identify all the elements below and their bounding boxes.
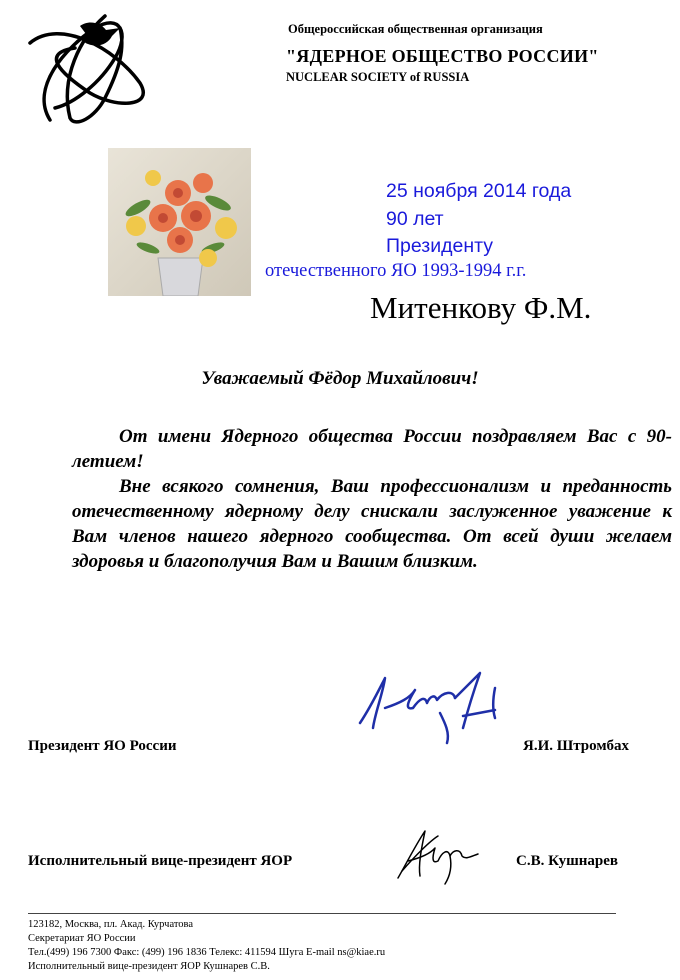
footer-vice-president: Исполнительный вице-президент ЯОР Кушнарев С.В. bbox=[28, 961, 270, 972]
dedication-years: 90 лет bbox=[386, 208, 444, 230]
dedication-recipient-role: Президенту bbox=[386, 235, 494, 257]
vice-president-signature bbox=[390, 826, 485, 886]
dedication-term: отечественного ЯО 1993-1994 г.г. bbox=[265, 261, 527, 281]
atom-dove-logo bbox=[20, 8, 150, 130]
president-title: Президент ЯО России bbox=[28, 738, 177, 754]
letter-greeting: Уважаемый Фёдор Михайлович! bbox=[201, 368, 479, 389]
addressee-name: Митенкову Ф.М. bbox=[370, 290, 592, 325]
president-signature bbox=[345, 668, 520, 748]
org-name: "ЯДЕРНОЕ ОБЩЕСТВО РОССИИ" bbox=[286, 46, 599, 66]
flower-bouquet-image bbox=[108, 148, 251, 296]
footer-address: 123182, Москва, пл. Акад. Курчатова bbox=[28, 919, 194, 930]
footer-phone-email: Тел.(499) 196 7300 Факс: (499) 196 1836 Телекс: 411594 Шуга E-mail ns@kiae.ru bbox=[28, 947, 386, 958]
vice-president-name: С.В. Кушнарев bbox=[516, 853, 618, 869]
letter-body bbox=[72, 424, 672, 574]
footer-secretariat: Секретариат ЯО России bbox=[28, 933, 136, 944]
vice-president-title: Исполнительный вице-президент ЯОР bbox=[28, 853, 293, 869]
org-subtitle: Общероссийская общественная организация bbox=[288, 22, 543, 36]
org-name-english: NUCLEAR SOCIETY of RUSSIA bbox=[286, 70, 470, 84]
letter-paragraph-2: Вне всякого сомнения, Ваш профессионализм и преданность отечественному ядерному делу снискали заслуженное уважение к Вам членов нашего ядерного сообщества. От всей души желаем здоровья и благополучия Вам и Вашим близким. bbox=[72, 476, 672, 572]
dedication-date: 25 ноября 2014 года bbox=[386, 180, 572, 202]
president-name: Я.И. Штромбах bbox=[523, 738, 630, 754]
footer-divider bbox=[28, 913, 616, 914]
letter-paragraph-1: От имени Ядерного общества России поздравляем Вас с 90-летием! bbox=[72, 426, 672, 472]
footer-contacts bbox=[28, 918, 385, 974]
